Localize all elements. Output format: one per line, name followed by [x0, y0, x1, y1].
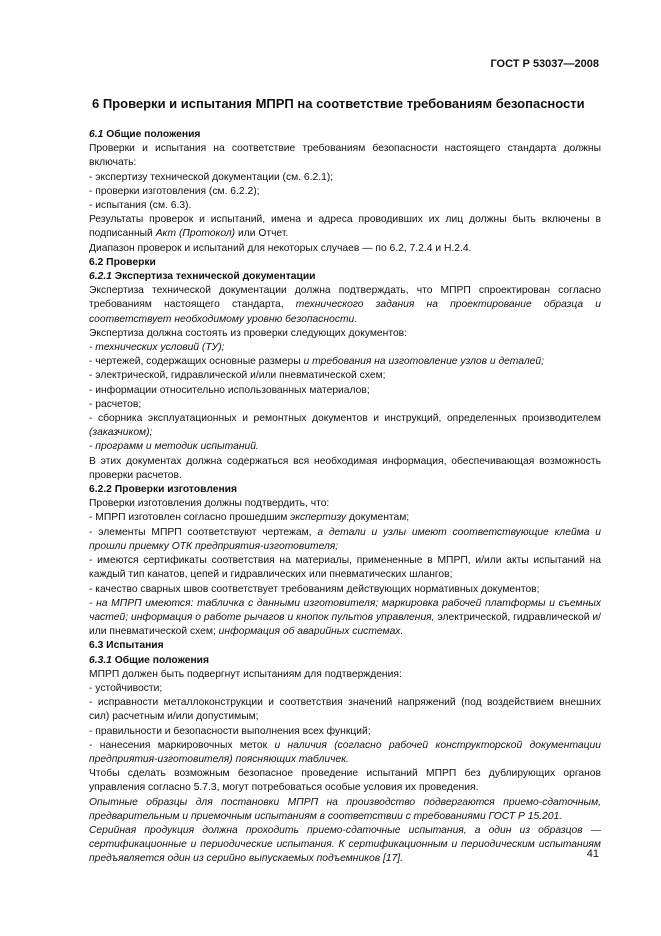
- list-item: - испытания (см. 6.3).: [89, 200, 192, 212]
- paragraph: Серийная продукция должна проходить приемо-сдаточные испытания, а один из образцов — сертификационные и периодические испытания. К сертификационным и периодическим испытаниям предъявляется один из серийно выпускаемых подъемников [17].: [89, 824, 601, 865]
- paragraph: Опытные образцы для постановки МПРП на производство подвергаются приемо-сдаточным, предварительным и приемочным испытаниям в соответствии с требованиями ГОСТ Р 15.201.: [89, 796, 601, 822]
- list-item: - элементы МПРП соответствуют чертежам, а детали и узлы имеют соответствующие клейма и прошли приемку ОТК предприятия-изготовителя;: [89, 526, 601, 552]
- paragraph: Экспертиза должна состоять из проверки следующих документов:: [89, 327, 408, 339]
- subsection-6-3-1-heading: 6.3.1 Общие положения: [89, 654, 210, 666]
- paragraph: Чтобы сделать возможным безопасное проведение испытаний МПРП без дублирующих органов управления согласно 5.7.3, могут потребоваться особые условия их проведения.: [89, 768, 601, 794]
- list-item: - устойчивости;: [89, 682, 163, 694]
- list-item: - программ и методик испытаний.: [89, 441, 259, 453]
- subsection-6-2-1-heading: 6.2.1 Экспертиза технической документации: [89, 271, 316, 283]
- list-item: - чертежей, содержащих основные размеры и требования на изготовление узлов и деталей;: [89, 356, 544, 368]
- list-item: - нанесения маркировочных меток и наличия (согласно рабочей конструкторской документации предприятия-изготовителя) поясняющих табличек.: [89, 739, 601, 765]
- paragraph: Проверки изготовления должны подтвердить, что:: [89, 498, 330, 510]
- list-item: - электрической, гидравлической и/или пневматической схем;: [89, 370, 386, 382]
- paragraph: Диапазон проверок и испытаний для некоторых случаев — по 6.2, 7.2.4 и H.2.4.: [89, 242, 472, 254]
- list-item: - исправности металлоконструкции и соответствия значений напряжений (под воздействием внешних сил) расчетным и/или допустимым;: [89, 697, 601, 723]
- list-item: - на МПРП имеются: табличка с данными изготовителя; маркировка рабочей платформы и съемных частей; информация о работе рычагов и кнопок пультов управления, электрической, гидравлической и/или пневматической схем; информация об аварийных системах.: [89, 597, 601, 638]
- list-item: - информации относительно использованных материалов;: [89, 384, 370, 396]
- subsection-number: 6.1: [89, 129, 104, 140]
- list-item: - проверки изготовления (см. 6.2.2);: [89, 185, 260, 197]
- list-item: - имеются сертификаты соответствия на материалы, примененные в МПРП, и/или акты испытаний на каждый тип канатов, цепей и гидравлических или пневматических шлангов;: [89, 555, 601, 581]
- subsection-title: Общие положения: [106, 129, 201, 140]
- list-item: - технических условий (ТУ);: [89, 342, 225, 354]
- paragraph: МПРП должен быть подвергнут испытаниям для подтверждения:: [89, 668, 402, 680]
- section-title: 6 Проверки и испытания МПРП на соответствие требованиям безопасности: [92, 96, 585, 111]
- paragraph: В этих документах должна содержаться вся необходимая информация, обеспечивающая возможность проверки расчетов.: [89, 455, 601, 481]
- list-item: - расчетов;: [89, 398, 142, 410]
- list-item: - правильности и безопасности выполнения всех функций;: [89, 725, 371, 737]
- list-item: - качество сварных швов соответствует требованиям действующих нормативных документов;: [89, 583, 540, 595]
- list-item: - МПРП изготовлен согласно прошедшим экспертизу документам;: [89, 512, 410, 524]
- page-number: 41: [586, 848, 599, 860]
- standard-designation: ГОСТ Р 53037—2008: [490, 58, 599, 70]
- subsection-6-2-heading: 6.2 Проверки: [89, 256, 156, 268]
- subsection-6-1-heading: [89, 128, 601, 142]
- document-body: [89, 128, 601, 867]
- list-item: - сборника эксплуатационных и ремонтных документов и инструкций, определенных производителем (заказчиком);: [89, 413, 601, 439]
- subsection-6-3-heading: 6.3 Испытания: [89, 640, 164, 652]
- paragraph: Экспертиза технической документации должна подтверждать, что МПРП спроектирован согласно требованиям настоящего стандарта, технического задания на проектирование образца и соответствует необходимому уровню безопасности.: [89, 285, 602, 325]
- paragraph: Результаты проверок и испытаний, имена и адреса проводивших их лиц должны быть включены в подписанный Акт (Протокол) или Отчет.: [89, 214, 601, 240]
- list-item: - экспертизу технической документации (см. 6.2.1);: [89, 171, 334, 183]
- subsection-6-2-2-heading: 6.2.2 Проверки изготовления: [89, 484, 238, 496]
- paragraph: Проверки и испытания на соответствие требованиям безопасности настоящего стандарта должны включать:: [89, 143, 601, 169]
